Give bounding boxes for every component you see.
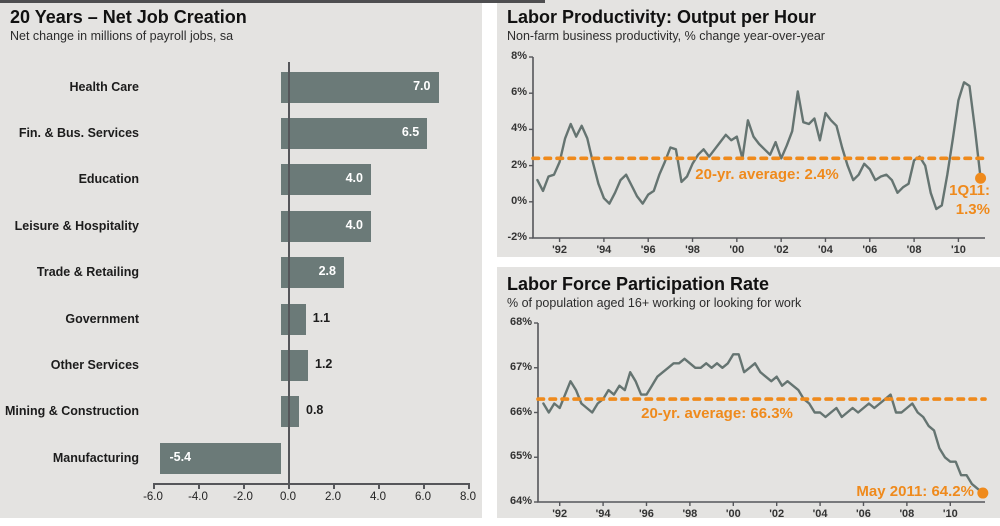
bar-track xyxy=(146,72,482,103)
productivity-plot xyxy=(497,0,1000,257)
bar xyxy=(281,211,371,242)
bar xyxy=(160,443,282,474)
x-axis-line xyxy=(153,483,469,485)
x-axis-tick-label: 0.0 xyxy=(280,491,296,503)
participation-plot xyxy=(497,267,1000,518)
y-axis-tick-label: 68% xyxy=(509,316,532,328)
x-axis-tick-label: '10 xyxy=(942,508,958,520)
bar-track xyxy=(146,443,482,474)
y-axis-tick-label: 8% xyxy=(511,50,527,62)
bar-value-label: 7.0 xyxy=(413,78,431,93)
bar-category-label: Trade & Retailing xyxy=(36,265,139,280)
x-axis-tick-label: '02 xyxy=(769,508,785,520)
x-axis-tick xyxy=(243,483,245,489)
y-axis-tick-label: 67% xyxy=(509,360,532,373)
y-axis-tick-label: 66% xyxy=(509,405,532,418)
x-axis-tick-label: 6.0 xyxy=(415,491,431,503)
bar xyxy=(281,350,308,381)
x-axis-tick-label: 8.0 xyxy=(460,491,476,503)
latest-label-line2: 1.3% xyxy=(955,201,990,218)
bar xyxy=(281,257,344,288)
bar-track xyxy=(146,211,482,242)
bar-category-label: Mining & Construction xyxy=(4,404,139,419)
bar-row xyxy=(0,435,482,481)
bar xyxy=(281,164,371,195)
panel-net-job-creation xyxy=(0,0,482,518)
bar-value-label: 1.2 xyxy=(315,357,333,372)
bar-chart xyxy=(0,64,482,482)
x-axis-tick-label: '98 xyxy=(682,508,698,520)
latest-label-line1: 1Q11: xyxy=(949,182,990,199)
bar-value-label: 4.0 xyxy=(345,217,363,232)
axis-lines xyxy=(533,57,985,238)
bar xyxy=(281,304,306,335)
bar-row xyxy=(0,250,482,296)
bar-value-label: 0.8 xyxy=(306,403,324,418)
x-axis-tick-label: '00 xyxy=(725,508,741,520)
bar-row xyxy=(0,64,482,110)
latest-point-marker xyxy=(977,488,988,499)
participation-chart-title: Labor Force Participation Rate xyxy=(507,274,770,294)
x-axis-tick-label: '96 xyxy=(639,508,654,520)
y-axis-tick-label: 64% xyxy=(509,495,532,507)
x-axis-tick xyxy=(333,483,335,489)
y-axis-tick-label: 65% xyxy=(509,450,532,463)
participation-chart-subtitle: % of population aged 16+ working or looking for work xyxy=(507,296,802,310)
bar-category-label: Leisure & Hospitality xyxy=(14,218,139,233)
bar-row xyxy=(0,342,482,388)
productivity-chart-title: Labor Productivity: Output per Hour xyxy=(507,7,816,27)
x-axis-tick-label: '92 xyxy=(552,244,567,256)
x-axis-tick-label: '98 xyxy=(685,244,700,256)
productivity-latest-value-label xyxy=(949,181,990,219)
productivity-average-label: 20-yr. average: 2.4% xyxy=(695,166,839,183)
bar-row xyxy=(0,157,482,203)
bar-category-label: Government xyxy=(65,311,139,326)
x-axis-tick-label: '10 xyxy=(950,244,966,256)
productivity-chart-subtitle: Non-farm business productivity, % change year-over-year xyxy=(507,29,825,43)
x-axis-tick-label: '06 xyxy=(856,508,871,520)
data-series-line xyxy=(543,354,982,493)
x-axis-tick-label: -2.0 xyxy=(233,491,253,503)
x-axis-tick-label: -6.0 xyxy=(143,491,163,503)
participation-latest-value-label: May 2011: 64.2% xyxy=(856,483,974,500)
panel-labor-productivity xyxy=(497,0,1000,257)
bar xyxy=(281,72,439,103)
bar-value-label: 4.0 xyxy=(345,171,363,186)
bar-category-label: Fin. & Bus. Services xyxy=(18,126,139,141)
bar-track xyxy=(146,304,482,335)
y-axis-tick-label: 2% xyxy=(511,158,527,171)
x-axis-tick xyxy=(423,483,425,489)
bar xyxy=(281,118,427,149)
x-axis-tick-label: '04 xyxy=(818,244,833,256)
x-axis-tick-label: '08 xyxy=(899,508,915,520)
top-rule xyxy=(0,0,545,3)
x-axis-tick xyxy=(468,483,470,489)
bar-category-label: Manufacturing xyxy=(52,450,139,465)
participation-average-label: 20-yr. average: 66.3% xyxy=(641,405,793,422)
bar-row xyxy=(0,203,482,249)
jobs-chart-title: 20 Years – Net Job Creation xyxy=(10,7,247,27)
bar-row xyxy=(0,110,482,156)
x-axis-tick-label: '06 xyxy=(862,244,878,256)
x-axis-tick-label: '92 xyxy=(552,508,568,520)
bar-value-label: 6.5 xyxy=(401,125,420,140)
bar-track xyxy=(146,118,482,149)
y-axis-tick-label: 0% xyxy=(511,194,527,207)
y-axis-tick-label: 4% xyxy=(511,122,527,135)
bar-category-label: Education xyxy=(78,172,139,187)
x-axis-tick xyxy=(198,483,200,489)
x-axis-tick-label: 4.0 xyxy=(370,491,386,503)
bar-category-label: Other Services xyxy=(50,357,139,372)
x-axis-tick-label: '08 xyxy=(906,244,922,256)
x-axis-tick xyxy=(378,483,380,489)
bar-track xyxy=(146,396,482,427)
bar-value-label: 2.8 xyxy=(318,264,336,279)
x-axis-tick-label: '00 xyxy=(729,244,745,256)
y-axis-tick-label: -2% xyxy=(507,231,527,243)
jobs-chart-subtitle: Net change in millions of payroll jobs, sa xyxy=(10,29,234,43)
bar-track xyxy=(146,164,482,195)
data-series-line xyxy=(537,82,980,209)
y-axis-tick-label: 6% xyxy=(511,86,527,99)
x-axis-tick xyxy=(288,483,290,489)
x-axis-tick-label: '94 xyxy=(595,508,611,520)
x-axis-tick-label: 2.0 xyxy=(325,491,341,503)
bar-value-label: 1.1 xyxy=(312,310,331,325)
bar xyxy=(281,396,299,427)
x-axis-tick-label: '94 xyxy=(596,244,612,256)
x-axis-tick xyxy=(153,483,155,489)
bar-track xyxy=(146,350,482,381)
x-axis-tick-label: '04 xyxy=(812,508,828,520)
bar-row xyxy=(0,296,482,342)
bar-category-label: Health Care xyxy=(69,79,139,94)
zero-axis-line xyxy=(288,62,290,483)
x-axis-tick-label: '02 xyxy=(773,244,789,256)
bar-row xyxy=(0,389,482,435)
bar-track xyxy=(146,257,482,288)
panel-labor-force-participation xyxy=(497,267,1000,518)
x-axis-tick-label: '96 xyxy=(640,244,656,256)
x-axis-tick-label: -4.0 xyxy=(188,491,208,503)
bar-value-label: -5.4 xyxy=(169,449,192,464)
